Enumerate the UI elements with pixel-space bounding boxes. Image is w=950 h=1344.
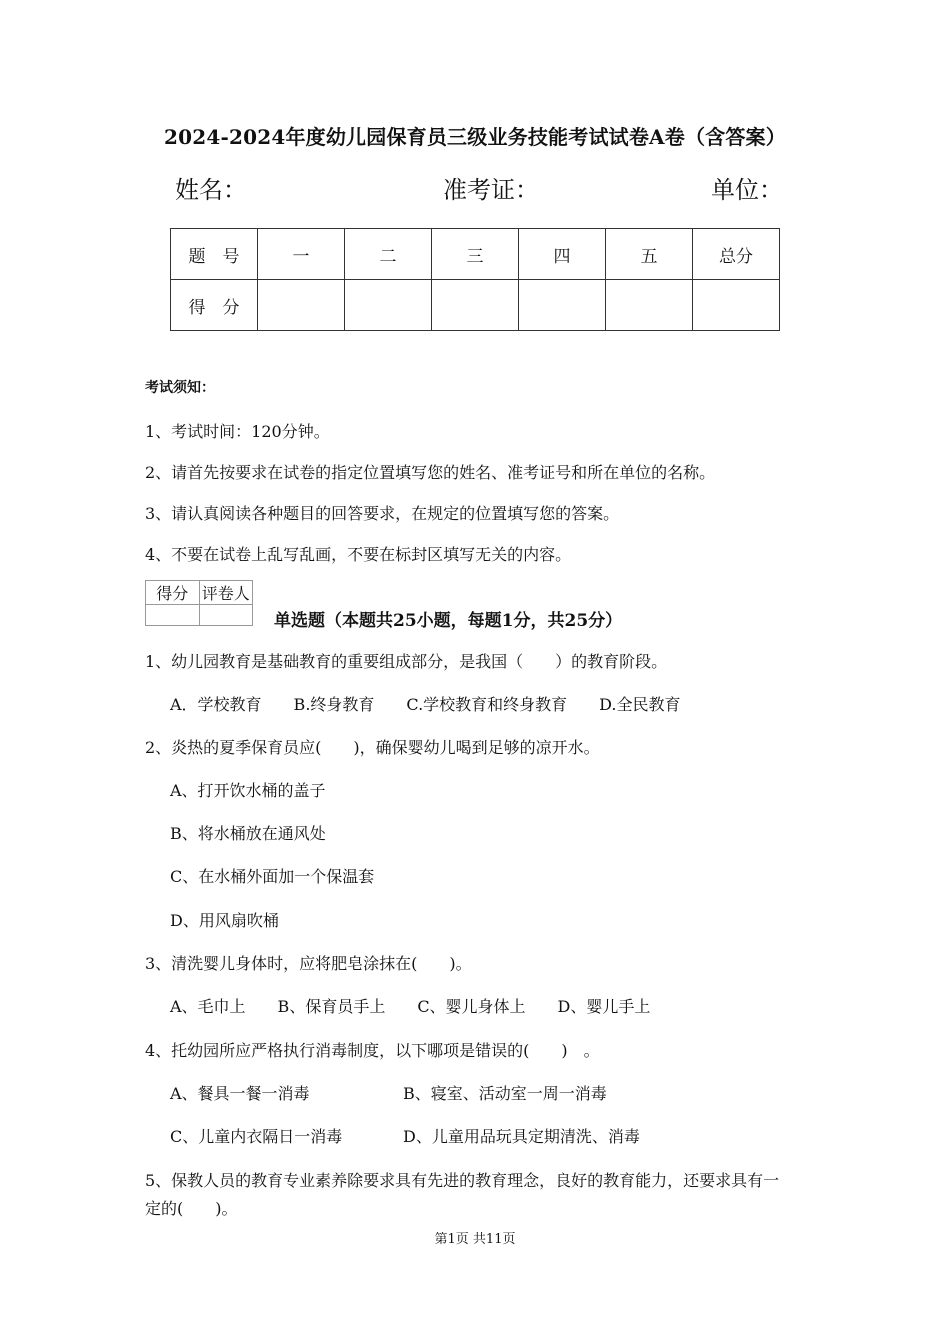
score-table: [170, 228, 780, 331]
question-stem: 1、幼儿园教育是基础教育的重要组成部分，是我国（ ）的教育阶段。: [145, 652, 668, 671]
grader-name-label: 评卷人: [199, 581, 253, 605]
score-table-header-cell: 一: [258, 229, 345, 280]
question-stem: 2、炎热的夏季保育员应( )，确保婴幼儿喝到足够的凉开水。: [145, 738, 600, 757]
score-table-header-cell: 二: [345, 229, 432, 280]
question-stem: 3、清洗婴儿身体时，应将肥皂涂抹在( )。: [145, 954, 472, 973]
notice-item: 1、考试时间：120分钟。: [145, 422, 330, 441]
name-label: 姓名：: [175, 176, 247, 204]
question-option: A、打开饮水桶的盖子: [170, 781, 326, 800]
question-option: B、寝室、活动室一周一消毒: [403, 1084, 607, 1103]
question-option: A、餐具一餐一消毒: [170, 1084, 310, 1103]
unit-label: 单位：: [711, 176, 783, 204]
score-cell: [258, 280, 345, 331]
page-footer: 第1页 共11页: [434, 1232, 516, 1247]
question-stem: 4、托幼园所应严格执行消毒制度，以下哪项是错误的( ) 。: [145, 1041, 600, 1060]
score-table-header-cell: 四: [519, 229, 606, 280]
question-option: B、将水桶放在通风处: [170, 824, 326, 843]
score-cell: [432, 280, 519, 331]
grader-name-cell: [199, 605, 253, 626]
page-title: 2024-2024年度幼儿园保育员三级业务技能考试试卷A卷（含答案）: [164, 125, 786, 149]
question-stem-continued: 定的( )。: [145, 1199, 238, 1218]
question-options: A．学校教育 B.终身教育 C.学校教育和终身教育 D.全民教育: [170, 695, 681, 714]
question-options: A、毛巾上 B、保育员手上 C、婴儿身体上 D、婴儿手上: [170, 997, 651, 1016]
score-cell: [606, 280, 693, 331]
score-table-header-cell: 三: [432, 229, 519, 280]
score-table-score-row: [171, 280, 780, 331]
notice-item: 2、请首先按要求在试卷的指定位置填写您的姓名、准考证号和所在单位的名称。: [145, 463, 716, 482]
question-stem: 5、保教人员的教育专业素养除要求具有先进的教育理念，良好的教育能力，还要求具有一: [145, 1171, 780, 1190]
score-cell: [519, 280, 606, 331]
section-title: 单选题（本题共25小题，每题1分，共25分）: [274, 611, 623, 631]
score-row-label: 得 分: [171, 280, 258, 331]
score-table-header-cell: 五: [606, 229, 693, 280]
score-cell: [345, 280, 432, 331]
question-option: D、用风扇吹桶: [170, 911, 279, 930]
grader-box: [145, 580, 253, 626]
notice-heading: 考试须知：: [145, 380, 215, 396]
notice-item: 3、请认真阅读各种题目的回答要求，在规定的位置填写您的答案。: [145, 504, 620, 523]
notice-item: 4、不要在试卷上乱写乱画，不要在标封区填写无关的内容。: [145, 545, 572, 564]
question-option: D、儿童用品玩具定期清洗、消毒: [403, 1127, 640, 1146]
score-cell: [693, 280, 780, 331]
grader-score-cell: [146, 605, 200, 626]
score-table-header-cell: 总分: [693, 229, 780, 280]
score-table-header-cell: 题 号: [171, 229, 258, 280]
question-option: C、儿童内衣隔日一消毒: [170, 1127, 343, 1146]
exam-number-label: 准考证：: [443, 176, 539, 204]
question-option: C、在水桶外面加一个保温套: [170, 867, 375, 886]
score-table-header-row: [171, 229, 780, 280]
grader-score-label: 得分: [146, 581, 200, 605]
